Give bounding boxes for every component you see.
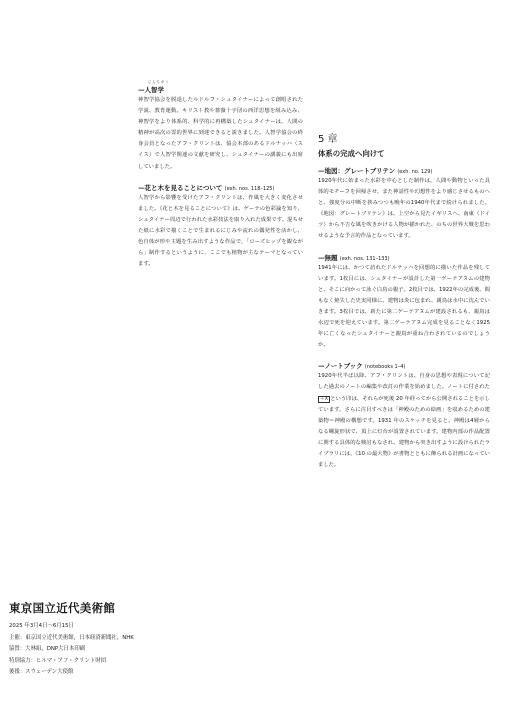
exhibition-info — [9, 600, 209, 679]
support: 後援：スウェーデン大使館 — [9, 669, 74, 676]
boxed-mark: ＋X — [320, 396, 329, 402]
exhibit-reference: (notebooks 1–4) — [364, 364, 406, 371]
section-body-notebook — [318, 371, 490, 471]
exhibition-dates: 2025 年3月4日～6月15日 — [9, 623, 74, 629]
section-heading-text: —地図：グレートブリテン — [318, 167, 396, 175]
notebook-text-part-2: という印は、それらが死後 20 年経ってから公開されることを示しています。さらに注目すべきは「神殿のための絵画」を収めるための建築物＝神殿の構想です。1931 年のスケッチを見ると、神殿は4層からなる螺旋形状で、頂上に灯台が設置されています。建物内部の作品配置に関する具体的な検討もなされ、建物から突き出すように設けられたライブラリには、《10 の最大物》が書物とともに飾られる計画になっていました。 — [318, 395, 490, 469]
chapter-number: 5 章 — [318, 134, 338, 145]
organizers: 主催：東京国立近代美術館，日本経済新聞社，NHK — [9, 634, 134, 641]
section-heading-notebook — [318, 361, 490, 370]
ruby-reading: じんちがく — [148, 80, 170, 84]
section-heading-text: —ノートブック — [318, 362, 363, 371]
left-column — [138, 80, 303, 270]
section-heading-text: —花と木を見ることについて — [138, 183, 223, 192]
section-body-anthroposophy: 神智学協会を脱退したルドルフ・シュタイナーによって創唱された学説、教育運動。キリスト教や薔薇十字団の西洋思想を組み込み、神智学をより体系的、科学的に再構築したシュタイナーは、人間の精神が高次の霊的世界に到達できると説きました。人智学協会の終身会員となったアフ・クリントは、協会本部のあるドルナッハ（スイス）で人智学関連の文献を研究し、シュタイナーの講義にも出席していました。 — [138, 97, 303, 170]
exhibit-reference: (exh. nos. 131–133) — [339, 255, 390, 262]
chapter-title: 体系の完成へ向けて — [318, 149, 385, 158]
section-body-map: 1920年代に始まった水彩を中心とした制作は、人間や動物といった具体的モチーフを回帰させ、また神話性や幻想性をより感じさせるものへと、強度分の中断を挟みつつも晩年の1940年代まで続けられました。《地図：グレートブリテン》は、上空から見たイギリスへ、南東（ドイツ）から不吉な風を吹きかける人物が描かれた、のちの世界大戦を思わせるような予言的作品となっています。 — [318, 178, 490, 240]
section-heading-map — [318, 166, 490, 175]
exhibit-reference: (exh. nos. 118–125) — [224, 185, 275, 192]
notebook-text-part-1: 1920年代半ば以降、アフ・クリントは、自身の思想や表現について記した過去のノートの編集や改訂の作業を始めました。ノートに付された — [318, 373, 490, 391]
section-body-flowers-trees: 人智学から影響を受けたアフ・クリントは、作風を大きく変化させました。《花と木を見ることについて》は、ゲーテの色彩論を知り、シュタイナー周辺で行われた水彩技法を取り入れた成果です。混ちせた紙に水彩で描くことで生まれるにじみや流れの偶発性を活かし、色自体が形や主題を生み出すような作品で、「ローズヒップを観ながら」制作するというように、ここでも植物が主なテーマとなっています。 — [138, 194, 303, 268]
museum-name: 東京国立近代美術館 — [9, 601, 116, 615]
section-body-untitled: 1941年には、かつて訪れたドルナッハを回想的に描いた作品を残しています。1枚目には、シュタイナーが設計した第一ゲーテアヌムの建物と、そこに向かって泳ぐ白鳥の親子。2枚目では、1922年の完成後、間もなく焼失した史実同様に、建物は炎に包まれ、親鳥は水中に沈んでいきます。3枚目では、新たに第二ゲーテアヌムが建設されるも、親鳥は水辺で死を迎えています。第二ゲーテアヌム完成を見ることなく1925年に亡くなったシュタイナーと親鳥が重ね合わされているのでしょうか。 — [318, 264, 490, 349]
exhibit-reference: (exh. no. 129) — [397, 169, 433, 175]
section-heading-text: —無題 — [318, 253, 338, 262]
section-heading-text: —人智学 — [138, 86, 164, 94]
section-heading-anthroposophy — [138, 85, 303, 94]
right-column — [318, 133, 490, 471]
section-heading-flowers-trees — [138, 183, 303, 192]
sponsors: 協賛：大林組，DNP大日本印刷 — [9, 646, 86, 653]
special-cooperation: 特別協力：ヒルマ・アフ・クリント財団 — [9, 657, 107, 664]
section-heading-untitled — [318, 253, 490, 262]
